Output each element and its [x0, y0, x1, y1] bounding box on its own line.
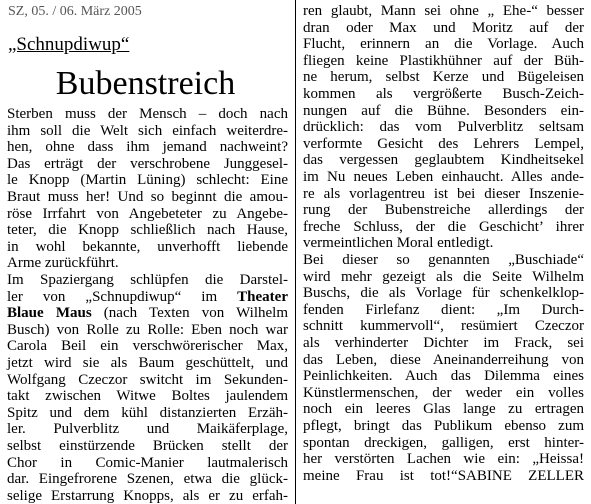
- column-rule: [295, 0, 296, 504]
- line-text: fenden Firlefanz dient: „Im Durch-: [303, 301, 584, 318]
- line-text: rung der Bubenstreiche allerdings der: [303, 202, 584, 219]
- author-byline: SABINE ZELLER: [457, 467, 584, 484]
- line-text: pflegt, bringt das Publikum ebenso zum: [303, 418, 584, 434]
- line-text: Busch) von Rolle zu Rolle: Eben noch war: [7, 321, 288, 338]
- line-text: drücklich: das vom Pulverblitz seltsam: [303, 119, 584, 136]
- line-text: Chor in Comic-Manier lautmalerisch: [7, 454, 288, 471]
- line-text: ler von „Schnupdiwup“ im: [7, 288, 238, 305]
- venue-name: Blaue Maus: [7, 305, 92, 322]
- line-text: ihm soll die Welt sich einfach weiterdre-: [7, 122, 288, 139]
- line-text: (nach Texten von Wilhelm: [91, 305, 288, 322]
- line-text: das vergessen geglaubtem Kindheitsekel: [303, 152, 584, 169]
- line-text: spontan dreckigen, galligen, erst hinter-: [303, 434, 584, 451]
- line-text: verformte Gesicht des Lehrers Lempel,: [303, 135, 584, 152]
- dateline: SZ, 05. / 06. März 2005: [8, 4, 142, 19]
- line-text: Spitz und dem kühl distanzierten Erzäh-: [7, 404, 288, 421]
- line-text: jetzt wird sie als Baum geschüttelt, und: [7, 355, 288, 371]
- line-text: freche Schluss, der die Geschicht’ ihrer: [303, 218, 584, 235]
- line-text: ren glaubt, Mann sei ohne „ Ehe-“ besser: [303, 3, 584, 19]
- line-text: teter, die Knopp schließlich nach Hause,: [7, 222, 288, 239]
- line-text: in wohl bekannte, unverhofft liebende: [7, 238, 288, 255]
- line-text: takt zwischen Witwe Boltes jaulendem: [7, 388, 288, 405]
- headline: Bubenstreich: [55, 65, 236, 102]
- line-text: Sterben muss der Mensch – doch nach: [7, 106, 288, 122]
- line-text: ne herum, selbst Kerze und Bügeleisen: [303, 69, 584, 86]
- line-text: dar. Eingefrorene Szenen, etwa die glück-: [7, 471, 288, 488]
- line-text: fliegen keine Plastikhühner auf der Büh-: [303, 52, 584, 69]
- kicker-title: „Schnupdiwup“: [8, 34, 130, 55]
- line-text: vermeintlichen Moral entledigt.: [303, 235, 494, 252]
- line-text: selbst einstürzende Brücken stellt der: [7, 438, 288, 454]
- line-text: Künstlermenschen, der weder ein volles: [303, 384, 584, 401]
- line-text: Carola Beil ein verschwörerischer Max,: [7, 338, 288, 355]
- line-text: le Knopp (Martin Lüning) schlecht: Eine: [7, 172, 288, 189]
- line-text: meine Frau ist tot!“: [303, 467, 458, 484]
- line-text: das Leben, diese Aneinanderreihung von: [303, 351, 584, 368]
- line-text: Bei dieser so genannten „Buschiade“: [303, 252, 584, 268]
- line-text: Flucht, erinnern an die Vorlage. Auch: [303, 36, 584, 53]
- line-text: re als vorlagentreu ist bei dieser Inszenie-: [303, 185, 584, 202]
- line-text: röse Irrfahrt von Angebeteter zu Angebe-: [7, 205, 288, 222]
- line-text: Das erträgt der verschrobene Junggesel-: [7, 155, 288, 172]
- line-text: ler. Pulverblitz und Maikäferplage,: [7, 421, 288, 438]
- line-text: kommen als vergrößerte Busch-Zeich-: [303, 86, 584, 102]
- line-text: schnitt kummervoll“, resümiert Czeczor: [303, 318, 584, 335]
- line-text: Peinlichkeiten. Auch das Dilemma eines: [303, 368, 584, 385]
- line-text: nungen auf die Bühne. Besonders ein-: [303, 102, 584, 119]
- line-text: Buschs, die als Vorlage für schenkelklop-: [303, 285, 584, 302]
- text-line: [303, 467, 584, 486]
- line-text: im Nu neues Leben einhaucht. Alles ande-: [303, 169, 584, 185]
- venue-name: Theater: [237, 288, 288, 305]
- line-text: als verhinderter Dichter im Frack, sei: [303, 335, 584, 351]
- line-text: Im Spaziergang schlüpfen die Darstel-: [7, 272, 288, 288]
- line-text: Braut muss her! Und so beginnt die amou-: [7, 189, 288, 205]
- line-text: Wolfgang Czeczor switcht im Sekunden-: [7, 371, 288, 388]
- line-text: Arme zurückführt.: [7, 255, 119, 272]
- line-text: wird mehr gezeigt als die Seite Wilhelm: [303, 268, 584, 285]
- line-text: her verstörten Lachen wie ein: „Heissa!: [303, 451, 584, 468]
- text-line: [7, 487, 288, 504]
- line-text: selige Erstarrung Knopps, als er zu erfah-: [7, 487, 288, 504]
- line-text: noch ein leeres Glas lange zu ertragen: [303, 401, 584, 418]
- line-text: hen, ohne dass ihm jemand nachweint?: [7, 139, 288, 156]
- line-text: dran oder Max und Moritz auf der: [303, 19, 584, 36]
